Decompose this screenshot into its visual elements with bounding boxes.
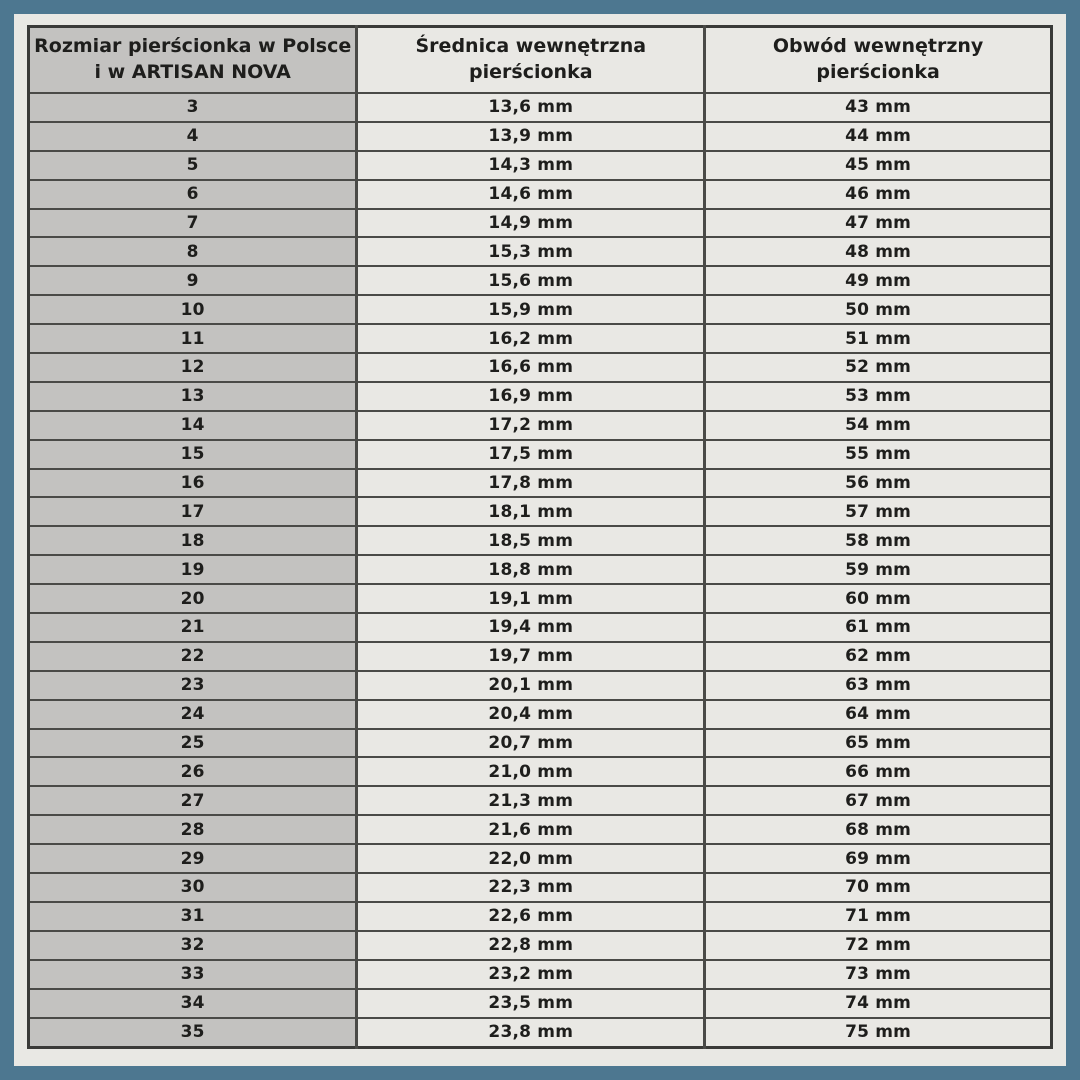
- table-row: [29, 844, 1052, 873]
- table-row: [29, 815, 1052, 844]
- table-row: [29, 729, 1052, 758]
- ring-size-cell: 12: [29, 353, 357, 382]
- ring-size-cell: 23: [29, 671, 357, 700]
- ring-size-cell: 27: [29, 786, 357, 815]
- inner-circumference-cell: 48 mm: [705, 237, 1052, 266]
- header-inner-circumference: Obwód wewnętrzny pierścionka: [705, 27, 1052, 94]
- inner-diameter-cell: 22,6 mm: [357, 902, 705, 931]
- table-row: [29, 1018, 1052, 1048]
- inner-circumference-cell: 55 mm: [705, 440, 1052, 469]
- inner-diameter-cell: 17,2 mm: [357, 411, 705, 440]
- inner-diameter-cell: 19,1 mm: [357, 584, 705, 613]
- inner-circumference-cell: 56 mm: [705, 469, 1052, 498]
- inner-circumference-cell: 60 mm: [705, 584, 1052, 613]
- inner-diameter-cell: 18,1 mm: [357, 497, 705, 526]
- inner-circumference-cell: 71 mm: [705, 902, 1052, 931]
- ring-size-cell: 16: [29, 469, 357, 498]
- table-row: [29, 786, 1052, 815]
- ring-size-cell: 33: [29, 960, 357, 989]
- inner-diameter-cell: 21,3 mm: [357, 786, 705, 815]
- inner-diameter-cell: 22,3 mm: [357, 873, 705, 902]
- ring-size-cell: 21: [29, 613, 357, 642]
- table-row: [29, 324, 1052, 353]
- table-row: [29, 989, 1052, 1018]
- inner-diameter-cell: 22,8 mm: [357, 931, 705, 960]
- ring-size-cell: 4: [29, 122, 357, 151]
- inner-diameter-cell: 20,7 mm: [357, 729, 705, 758]
- inner-circumference-cell: 64 mm: [705, 700, 1052, 729]
- table-row: [29, 411, 1052, 440]
- inner-circumference-cell: 58 mm: [705, 526, 1052, 555]
- table-row: [29, 873, 1052, 902]
- table-row: [29, 382, 1052, 411]
- ring-size-cell: 26: [29, 757, 357, 786]
- inner-diameter-cell: 17,5 mm: [357, 440, 705, 469]
- inner-circumference-cell: 65 mm: [705, 729, 1052, 758]
- ring-size-cell: 3: [29, 93, 357, 122]
- ring-size-cell: 28: [29, 815, 357, 844]
- table-row: [29, 180, 1052, 209]
- ring-size-cell: 11: [29, 324, 357, 353]
- ring-size-cell: 34: [29, 989, 357, 1018]
- inner-diameter-cell: 15,6 mm: [357, 266, 705, 295]
- table-row: [29, 93, 1052, 122]
- inner-diameter-cell: 16,6 mm: [357, 353, 705, 382]
- table-row: [29, 151, 1052, 180]
- ring-size-cell: 19: [29, 555, 357, 584]
- inner-circumference-cell: 47 mm: [705, 209, 1052, 238]
- inner-circumference-cell: 54 mm: [705, 411, 1052, 440]
- ring-size-cell: 13: [29, 382, 357, 411]
- inner-circumference-cell: 73 mm: [705, 960, 1052, 989]
- table-row: [29, 700, 1052, 729]
- table-row: [29, 555, 1052, 584]
- inner-diameter-cell: 19,4 mm: [357, 613, 705, 642]
- inner-circumference-cell: 53 mm: [705, 382, 1052, 411]
- ring-size-cell: 20: [29, 584, 357, 613]
- table-panel: [14, 14, 1066, 1066]
- inner-circumference-cell: 59 mm: [705, 555, 1052, 584]
- table-row: [29, 671, 1052, 700]
- inner-circumference-cell: 62 mm: [705, 642, 1052, 671]
- inner-diameter-cell: 23,8 mm: [357, 1018, 705, 1048]
- inner-circumference-cell: 57 mm: [705, 497, 1052, 526]
- table-row: [29, 960, 1052, 989]
- ring-size-cell: 30: [29, 873, 357, 902]
- inner-diameter-cell: 16,9 mm: [357, 382, 705, 411]
- table-row: [29, 209, 1052, 238]
- inner-circumference-cell: 51 mm: [705, 324, 1052, 353]
- ring-size-cell: 7: [29, 209, 357, 238]
- table-row: [29, 497, 1052, 526]
- inner-circumference-cell: 68 mm: [705, 815, 1052, 844]
- inner-circumference-cell: 70 mm: [705, 873, 1052, 902]
- inner-circumference-cell: 61 mm: [705, 613, 1052, 642]
- table-header: [29, 27, 1052, 94]
- ring-size-cell: 22: [29, 642, 357, 671]
- inner-diameter-cell: 14,9 mm: [357, 209, 705, 238]
- inner-diameter-cell: 17,8 mm: [357, 469, 705, 498]
- inner-diameter-cell: 15,3 mm: [357, 237, 705, 266]
- inner-circumference-cell: 45 mm: [705, 151, 1052, 180]
- inner-diameter-cell: 20,4 mm: [357, 700, 705, 729]
- header-ring-size: Rozmiar pierścionka w Polsce i w ARTISAN NOVA: [29, 27, 357, 94]
- inner-diameter-cell: 13,9 mm: [357, 122, 705, 151]
- inner-diameter-cell: 16,2 mm: [357, 324, 705, 353]
- table-row: [29, 469, 1052, 498]
- ring-size-cell: 17: [29, 497, 357, 526]
- inner-diameter-cell: 21,0 mm: [357, 757, 705, 786]
- inner-diameter-cell: 21,6 mm: [357, 815, 705, 844]
- table-row: [29, 237, 1052, 266]
- inner-diameter-cell: 19,7 mm: [357, 642, 705, 671]
- inner-circumference-cell: 69 mm: [705, 844, 1052, 873]
- table-row: [29, 526, 1052, 555]
- table-row: [29, 642, 1052, 671]
- ring-size-cell: 5: [29, 151, 357, 180]
- inner-circumference-cell: 50 mm: [705, 295, 1052, 324]
- inner-circumference-cell: 67 mm: [705, 786, 1052, 815]
- ring-size-cell: 9: [29, 266, 357, 295]
- ring-size-cell: 18: [29, 526, 357, 555]
- ring-size-cell: 10: [29, 295, 357, 324]
- ring-size-cell: 15: [29, 440, 357, 469]
- inner-circumference-cell: 49 mm: [705, 266, 1052, 295]
- ring-size-cell: 35: [29, 1018, 357, 1048]
- header-inner-diameter: Średnica wewnętrzna pierścionka: [357, 27, 705, 94]
- table-row: [29, 266, 1052, 295]
- inner-circumference-cell: 43 mm: [705, 93, 1052, 122]
- inner-circumference-cell: 52 mm: [705, 353, 1052, 382]
- table-row: [29, 613, 1052, 642]
- table-row: [29, 902, 1052, 931]
- table-row: [29, 122, 1052, 151]
- inner-diameter-cell: 23,5 mm: [357, 989, 705, 1018]
- table-row: [29, 295, 1052, 324]
- table-body: [29, 93, 1052, 1048]
- inner-diameter-cell: 13,6 mm: [357, 93, 705, 122]
- table-row: [29, 757, 1052, 786]
- inner-circumference-cell: 75 mm: [705, 1018, 1052, 1048]
- table-row: [29, 440, 1052, 469]
- ring-size-cell: 6: [29, 180, 357, 209]
- ring-size-cell: 8: [29, 237, 357, 266]
- inner-diameter-cell: 22,0 mm: [357, 844, 705, 873]
- ring-size-cell: 24: [29, 700, 357, 729]
- ring-size-cell: 14: [29, 411, 357, 440]
- inner-circumference-cell: 72 mm: [705, 931, 1052, 960]
- inner-diameter-cell: 18,5 mm: [357, 526, 705, 555]
- inner-diameter-cell: 20,1 mm: [357, 671, 705, 700]
- inner-diameter-cell: 14,6 mm: [357, 180, 705, 209]
- ring-size-cell: 29: [29, 844, 357, 873]
- table-row: [29, 353, 1052, 382]
- inner-circumference-cell: 63 mm: [705, 671, 1052, 700]
- inner-diameter-cell: 23,2 mm: [357, 960, 705, 989]
- inner-circumference-cell: 66 mm: [705, 757, 1052, 786]
- inner-circumference-cell: 44 mm: [705, 122, 1052, 151]
- inner-diameter-cell: 18,8 mm: [357, 555, 705, 584]
- ring-size-cell: 32: [29, 931, 357, 960]
- inner-circumference-cell: 74 mm: [705, 989, 1052, 1018]
- ring-size-cell: 31: [29, 902, 357, 931]
- inner-diameter-cell: 15,9 mm: [357, 295, 705, 324]
- ring-size-table: [27, 25, 1053, 1049]
- header-row: [29, 27, 1052, 94]
- table-row: [29, 931, 1052, 960]
- ring-size-cell: 25: [29, 729, 357, 758]
- inner-diameter-cell: 14,3 mm: [357, 151, 705, 180]
- inner-circumference-cell: 46 mm: [705, 180, 1052, 209]
- table-row: [29, 584, 1052, 613]
